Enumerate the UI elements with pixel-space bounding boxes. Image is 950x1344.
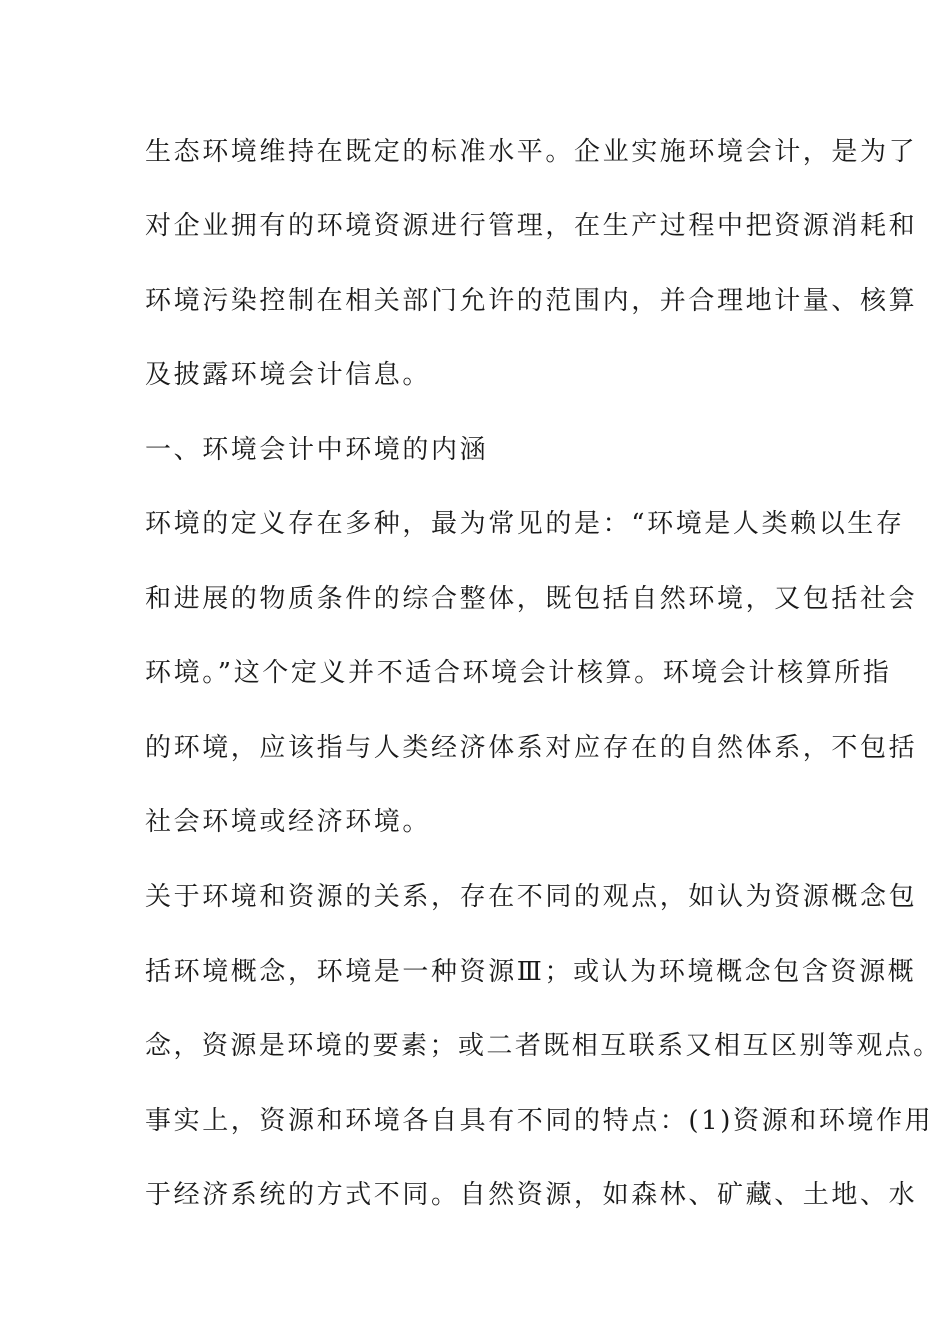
- paragraph-line: 社会环境或经济环境。: [145, 807, 432, 837]
- paragraph-line: 环境。”这个定义并不适合环境会计核算。环境会计核算所指: [145, 658, 892, 688]
- paragraph-line: 对企业拥有的环境资源进行管理，在生产过程中把资源消耗和: [145, 211, 918, 241]
- paragraph-line: 及披露环境会计信息。: [145, 360, 432, 390]
- paragraph-line: 事实上，资源和环境各自具有不同的特点：(1)资源和环境作用: [145, 1106, 934, 1136]
- paragraph-line: 环境的定义存在多种，最为常见的是：“环境是人类赖以生存: [145, 509, 905, 539]
- section-heading: 一、环境会计中环境的内涵: [145, 435, 489, 465]
- paragraph-line: 生态环境维持在既定的标准水平。企业实施环境会计，是为了: [145, 137, 918, 167]
- paragraph-line: 和进展的物质条件的综合整体，既包括自然环境，又包括社会: [145, 584, 918, 614]
- paragraph-line: 括环境概念，环境是一种资源Ⅲ；或认为环境概念包含资源概: [145, 957, 917, 987]
- paragraph-line: 关于环境和资源的关系，存在不同的观点，如认为资源概念包: [145, 882, 918, 912]
- paragraph-line: 的环境，应该指与人类经济体系对应存在的自然体系，不包括: [145, 733, 918, 763]
- paragraph-line: 念，资源是环境的要素；或二者既相互联系又相互区别等观点。: [145, 1031, 942, 1061]
- paragraph-line: 于经济系统的方式不同。自然资源，如森林、矿藏、土地、水: [145, 1180, 918, 1210]
- paragraph-line: 环境污染控制在相关部门允许的范围内，并合理地计量、核算: [145, 286, 918, 316]
